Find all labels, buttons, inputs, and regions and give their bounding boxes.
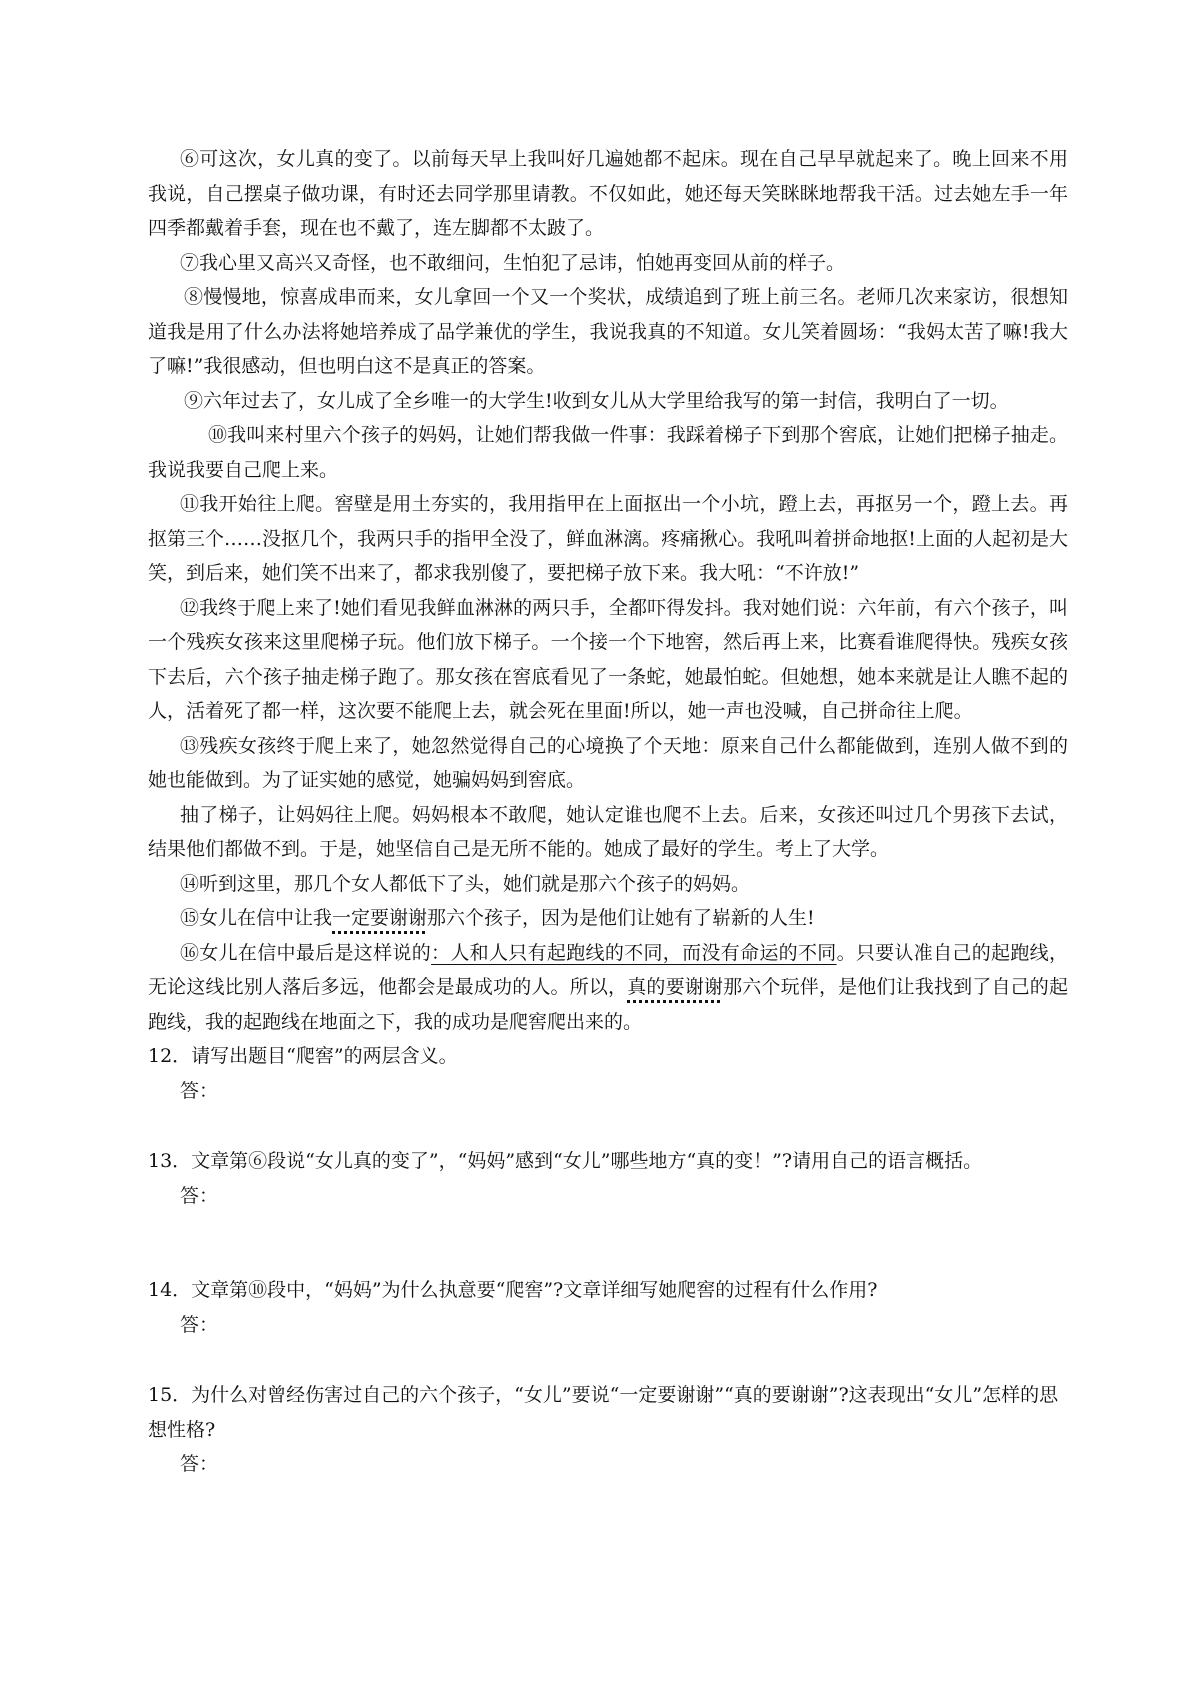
paragraph-6: ⑥可这次，女儿真的变了。以前每天早上我叫好几遍她都不起床。现在自己早早就起来了。晚上回来不用我说，自己摆桌子做功课，有时还去同学那里请教。不仅如此，她还每天笑眯眯地帮我干活。过去她左手一年四季都戴着手套，现在也不戴了，连左脚都不太跛了。 xyxy=(148,148,1068,239)
question-15: 15．为什么对曾经伤害过自己的六个孩子，“女儿”要说“一定要谢谢”“真的要谢谢”?这表现出“女儿”怎样的思想性格? xyxy=(148,1384,1059,1441)
answer-space-12 xyxy=(148,1108,1068,1144)
paragraph-15-text: ⑮女儿在信中让我 xyxy=(180,907,333,929)
question-13: 13．文章第⑥段说“女儿真的变了”，“妈妈”感到“女儿”哪些地方“真的变！”?请用自己的语言概括。 xyxy=(148,1150,983,1172)
paragraph-16-tail: 那六个玩伴，是他们让我找到了自己的起跑线，我的起跑线在地面之下，我的成功是爬窖爬出来的。 xyxy=(148,976,1068,1033)
paragraph-16 xyxy=(148,936,1068,1040)
underlined-quote: ：人和人只有起跑线的不同，而没有命运的不同 xyxy=(431,941,837,964)
answer-label-14: 答： xyxy=(180,1313,219,1336)
paragraph-7: ⑦我心里又高兴又奇怪，也不敢细问，生怕犯了忌讳，怕她再变回从前的样子。 xyxy=(180,251,846,274)
answer-label-15: 答： xyxy=(180,1453,219,1475)
answer-space-14 xyxy=(148,1342,1068,1378)
paragraph-12: ⑫我终于爬上来了!她们看见我鲜血淋淋的两只手，全都吓得发抖。我对她们说：六年前，有六个孩子，叫一个残疾女孩来这里爬梯子玩。他们放下梯子。一个接一个下地窖，然后再上来，比赛看谁爬得快。残疾女孩下去后，六个孩子抽走梯子跑了。那女孩在窖底看见了一条蛇，她最怕蛇。但她想，她本来就是让人瞧不起的人，活着死了都一样，这次要不能爬上去，就会死在里面!所以，她一声也没喊，自己拼命往上爬。 xyxy=(148,596,1068,722)
answer-label-12: 答： xyxy=(180,1079,219,1102)
question-14: 14．文章第⑩段中，“妈妈”为什么执意要“爬窖”?文章详细写她爬窖的过程有什么作用? xyxy=(148,1279,878,1301)
document-page xyxy=(148,142,1068,1482)
paragraph-16-middle: 。只要认准自己的起跑线，无论这线比别人落后多远，他都会是最成功的人。所以， xyxy=(148,941,1068,998)
answer-space-13 xyxy=(148,1213,1068,1273)
answer-label-13: 答： xyxy=(180,1184,219,1207)
paragraph-14: ⑭听到这里，那几个女人都低下了头，她们就是那六个孩子的妈妈。 xyxy=(180,872,751,895)
paragraph-10: ⑩我叫来村里六个孩子的妈妈，让她们帮我做一件事：我踩着梯子下到那个窖底，让她们把梯子抽走。我说我要自己爬上来。 xyxy=(148,424,1068,481)
emphasis-must-thank: 一定要谢谢 xyxy=(332,907,428,929)
paragraph-15 xyxy=(148,901,1068,936)
paragraph-15-tail: 那六个孩子，因为是他们让她有了崭新的人生! xyxy=(427,907,815,929)
paragraph-11: ⑪我开始往上爬。窖壁是用土夯实的，我用指甲在上面抠出一个小坑，蹬上去，再抠另一个，蹬上去。再抠第三个……没抠几个，我两只手的指甲全没了，鲜血淋漓。疼痛揪心。我吼叫着拼命地抠!上面的人起初是大笑，到后来，她们笑不出来了，都求我别傻了，要把梯子放下来。我大吼：“不许放!” xyxy=(148,493,1068,584)
paragraph-16-text: ⑯女儿在信中最后是这样说的 xyxy=(180,941,432,964)
paragraph-13-continued: 抽了梯子，让妈妈往上爬。妈妈根本不敢爬，她认定谁也爬不上去。后来，女孩还叫过几个男孩下去试，结果他们都做不到。于是，她坚信自己是无所不能的。她成了最好的学生。考上了大学。 xyxy=(148,803,1068,860)
paragraph-13: ⑬残疾女孩终于爬上来了，她忽然觉得自己的心境换了个天地：原来自己什么都能做到，连别人做不到的她也能做到。为了证实她的感觉，她骗妈妈到窖底。 xyxy=(148,734,1068,791)
paragraph-9: ⑨六年过去了，女儿成了全乡唯一的大学生!收到女儿从大学里给我写的第一封信，我明白了一切。 xyxy=(184,389,1009,412)
question-12: 12．请写出题目“爬窖”的两层含义。 xyxy=(148,1045,458,1067)
paragraph-8: ⑧慢慢地，惊喜成串而来，女儿拿回一个又一个奖状，成绩追到了班上前三名。老师几次来家访，很想知道我是用了什么办法将她培养成了品学兼优的学生，我说我真的不知道。女儿笑着圆场：“我妈太苦了嘛!我大了嘛!”我很感动，但也明白这不是真正的答案。 xyxy=(148,286,1068,377)
emphasis-really-thank: 真的要谢谢 xyxy=(627,976,724,998)
